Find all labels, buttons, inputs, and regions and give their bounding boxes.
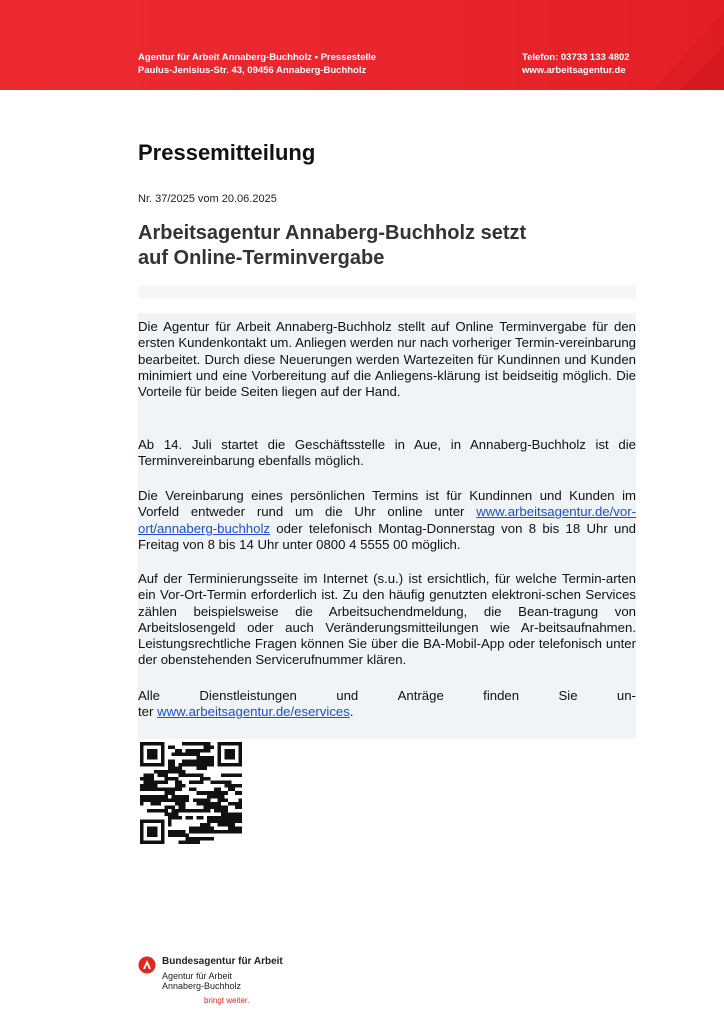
vor-ort-link[interactable]: www.arbeitsagentur.de/vor-ort/annaberg-buchholz — [138, 504, 636, 536]
header-website[interactable]: www.arbeitsagentur.de — [522, 65, 626, 76]
p5-word: finden — [483, 688, 520, 703]
header-decoration-icon — [634, 0, 724, 90]
header-contact — [522, 51, 630, 77]
p5-word: un- — [616, 688, 636, 703]
page-title: Pressemitteilung — [138, 140, 316, 165]
qr-code-icon[interactable] — [140, 742, 242, 844]
paragraph-3-text-b: oder telefonisch Montag-Donnerstag von 8 bis 18 Uhr und Freitag von 8 bis 14 Uhr unter 0800 4 5555 00 möglich. — [138, 520, 636, 552]
paragraph-3-text-a: Die Vereinbarung eines persönlichen Termins ist für Kundinnen und Kunden im Vorfeld entweder rund um die Uhr online unter — [138, 488, 636, 520]
footer-slogan: bringt weiter. — [204, 996, 250, 1005]
paragraph-4: Auf der Terminierungsseite im Internet (s.u.) ist ersichtlich, für welche Termin-arten ein Vor-Ort-Termin erforderlich ist. Zu den häufig genutzten elektroni-schen Services zählen beispielsweise die Arbeitsuchendmeldung, die Bean-tragung von Arbeitslosengeld oder auch Veränderungsmitteilungen wie Ar-beitsaufnahmen. Leistungsrechtliche Fragen können Sie über die BA-Mobil-App oder telefonisch unter der obenstehenden Servicerufnummer klären. — [138, 571, 636, 668]
p5-word: Anträge — [397, 688, 444, 703]
headline-line-2: auf Online-Terminvergabe — [138, 247, 385, 269]
paragraph-1: Die Agentur für Arbeit Annaberg-Buchholz stellt auf Online Terminvergabe für den ersten Kundenkontakt um. Anliegen werden nur nach vorheriger Termin-vereinbarung bearbeitet. Durch diese Neuerungen werden Wartezeiten für Kundinnen und Kunden minimiert und eine Vorbereitung auf die Anliegens-klärung ist beidseitig möglich. Die Vorteile für beide Seiten liegen auf der Hand. — [138, 319, 636, 400]
p5-word: Dienstleistungen — [199, 688, 297, 703]
header-phone: Telefon: 03733 133 4802 — [522, 52, 630, 63]
headline-line-1: Arbeitsagentur Annaberg-Buchholz setzt — [138, 222, 527, 244]
p5-word: Alle — [138, 688, 160, 703]
p5-word: und — [336, 688, 359, 703]
headline — [138, 221, 638, 271]
paragraph-5 — [138, 688, 636, 721]
ba-logo-icon — [138, 956, 156, 974]
footer-brand: Bundesagentur für Arbeit — [162, 956, 283, 967]
paragraph-3 — [138, 488, 636, 553]
p5-suffix: . — [349, 704, 354, 720]
header-banner — [0, 0, 724, 90]
footer-agency — [162, 971, 241, 991]
paragraph-2: Ab 14. Juli startet die Geschäftsstelle in Aue, in Annaberg-Buchholz ist die Terminvereinbarung ebenfalls möglich. — [138, 437, 636, 469]
shaded-divider — [138, 285, 636, 299]
header-agency-line: Agentur für Arbeit Annaberg-Buchholz • Pressestelle — [138, 52, 377, 63]
press-release-number: Nr. 37/2025 vom 20.06.2025 — [138, 193, 277, 205]
header-address — [138, 51, 376, 77]
p5-prefix: ter — [138, 704, 158, 720]
footer-agency-line-1: Agentur für Arbeit — [162, 971, 233, 981]
header-street-line: Paulus-Jenisius-Str. 43, 09456 Annaberg-Buchholz — [138, 65, 367, 76]
paragraph-5-line-1 — [138, 688, 636, 704]
eservices-link[interactable]: www.arbeitsagentur.de/eservices — [157, 704, 350, 720]
p5-word: Sie — [558, 688, 578, 703]
paragraph-5-line-2 — [138, 704, 636, 720]
footer-agency-line-2: Annaberg-Buchholz — [162, 981, 242, 991]
